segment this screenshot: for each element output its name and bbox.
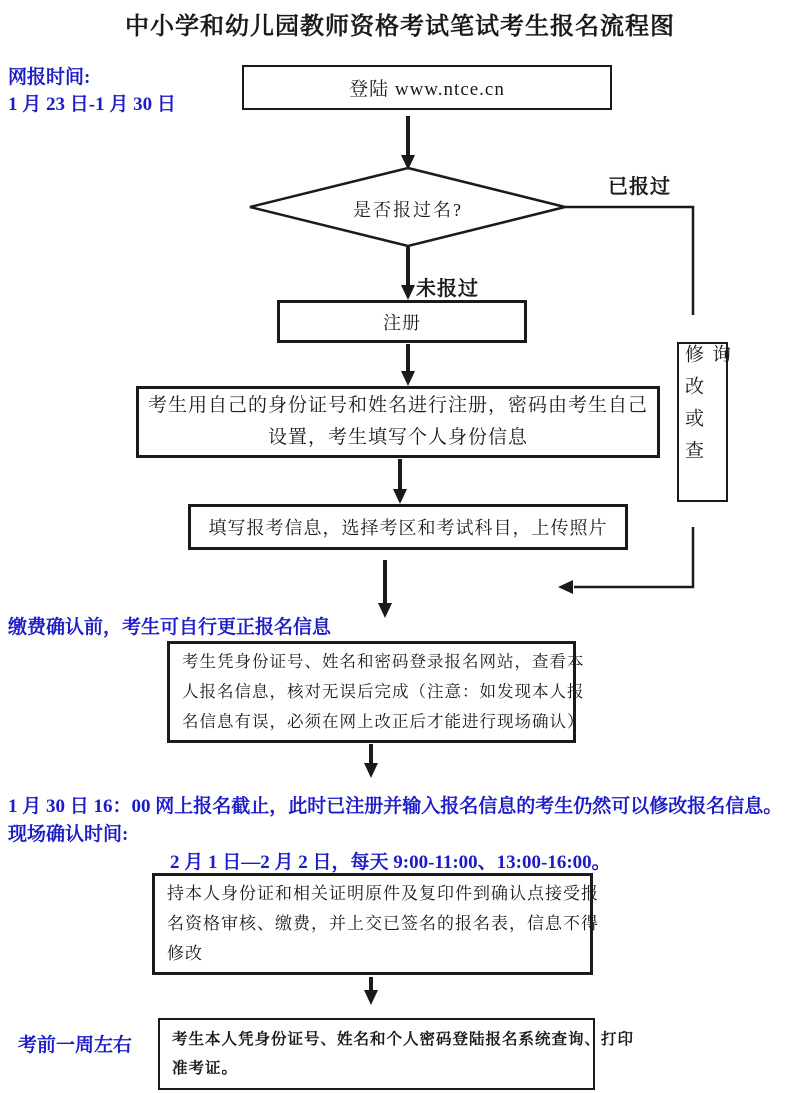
confirm-box-line: 持本人身份证和相关证明原件及复印件到确认点接受报 xyxy=(167,884,599,903)
branch-no-label: 未报过 xyxy=(416,278,479,300)
arrow-verify-to-confirm xyxy=(364,744,378,778)
verify-box xyxy=(167,641,585,743)
print-box-line: 准考证。 xyxy=(172,1060,239,1077)
confirm-box-line: 修改 xyxy=(167,944,203,963)
branch-yes-label: 已报过 xyxy=(608,176,671,198)
register-detail-box xyxy=(136,386,660,458)
verify-box-line: 名信息有误，必须在网上改正后才能进行现场确认） xyxy=(182,712,585,731)
register-box xyxy=(277,300,527,343)
onsite-confirm-label: 现场确认时间: xyxy=(8,824,129,845)
login-box xyxy=(242,65,612,110)
page-title: 中小学和幼儿园教师资格考试笔试考生报名流程图 xyxy=(125,14,675,40)
decision-label: 是否报过名? xyxy=(353,200,463,220)
verify-box-line: 考生凭身份证号、姓名和密码登录报名网站，查看本 xyxy=(182,652,585,671)
arrow-detail-to-fillinfo xyxy=(393,459,407,504)
confirm-box xyxy=(152,873,599,975)
fill-info-box xyxy=(188,504,628,550)
modify-query-box xyxy=(677,342,728,502)
week-before-exam-annotation: 考前一周左右 xyxy=(18,1035,133,1056)
modify-query-text: 修改或查询 xyxy=(682,344,730,472)
verify-box-line: 人报名信息，核对无误后完成（注意：如发现本人报 xyxy=(182,682,585,701)
arrow-confirm-to-print xyxy=(364,977,378,1005)
register-detail-line: 考生用自己的身份证号和姓名进行注册，密码由考生自己 xyxy=(147,395,648,416)
register-box-text: 注册 xyxy=(383,312,421,333)
online-reg-time-label: 网报时间: xyxy=(8,67,91,88)
print-box xyxy=(158,1018,635,1090)
register-detail-line: 设置，考生填写个人身份信息 xyxy=(267,427,528,448)
online-reg-time-value: 1 月 23 日-1 月 30 日 xyxy=(8,94,176,115)
arrow-register-to-detail xyxy=(401,344,415,386)
before-payment-annotation: 缴费确认前，考生可自行更正报名信息 xyxy=(8,617,332,638)
arrow-login-to-decision xyxy=(401,116,415,170)
onsite-confirm-value: 2 月 1 日—2 月 2 日，每天 9:00-11:00、13:00-16:00。 xyxy=(170,852,611,873)
branch-yes-line xyxy=(565,207,693,315)
arrow-fillinfo-to-verify xyxy=(378,560,392,618)
login-box-text: 登陆 www.ntce.cn xyxy=(349,79,505,100)
online-reg-time-annotation xyxy=(8,64,176,118)
arrow-decision-to-register xyxy=(401,247,415,300)
fill-info-text: 填写报考信息，选择考区和考试科目，上传照片 xyxy=(208,518,608,538)
confirm-box-line: 名资格审核、缴费，并上交已签名的报名表，信息不得 xyxy=(167,914,599,933)
deadline-note: 1 月 30 日 16：00 网上报名截止，此时已注册并输入报名信息的考生仍然可以修改报名信息。 xyxy=(8,796,783,817)
deadline-annotation xyxy=(8,793,782,877)
print-box-line: 考生本人凭身份证号、姓名和个人密码登陆报名系统查询、打印 xyxy=(172,1031,635,1048)
